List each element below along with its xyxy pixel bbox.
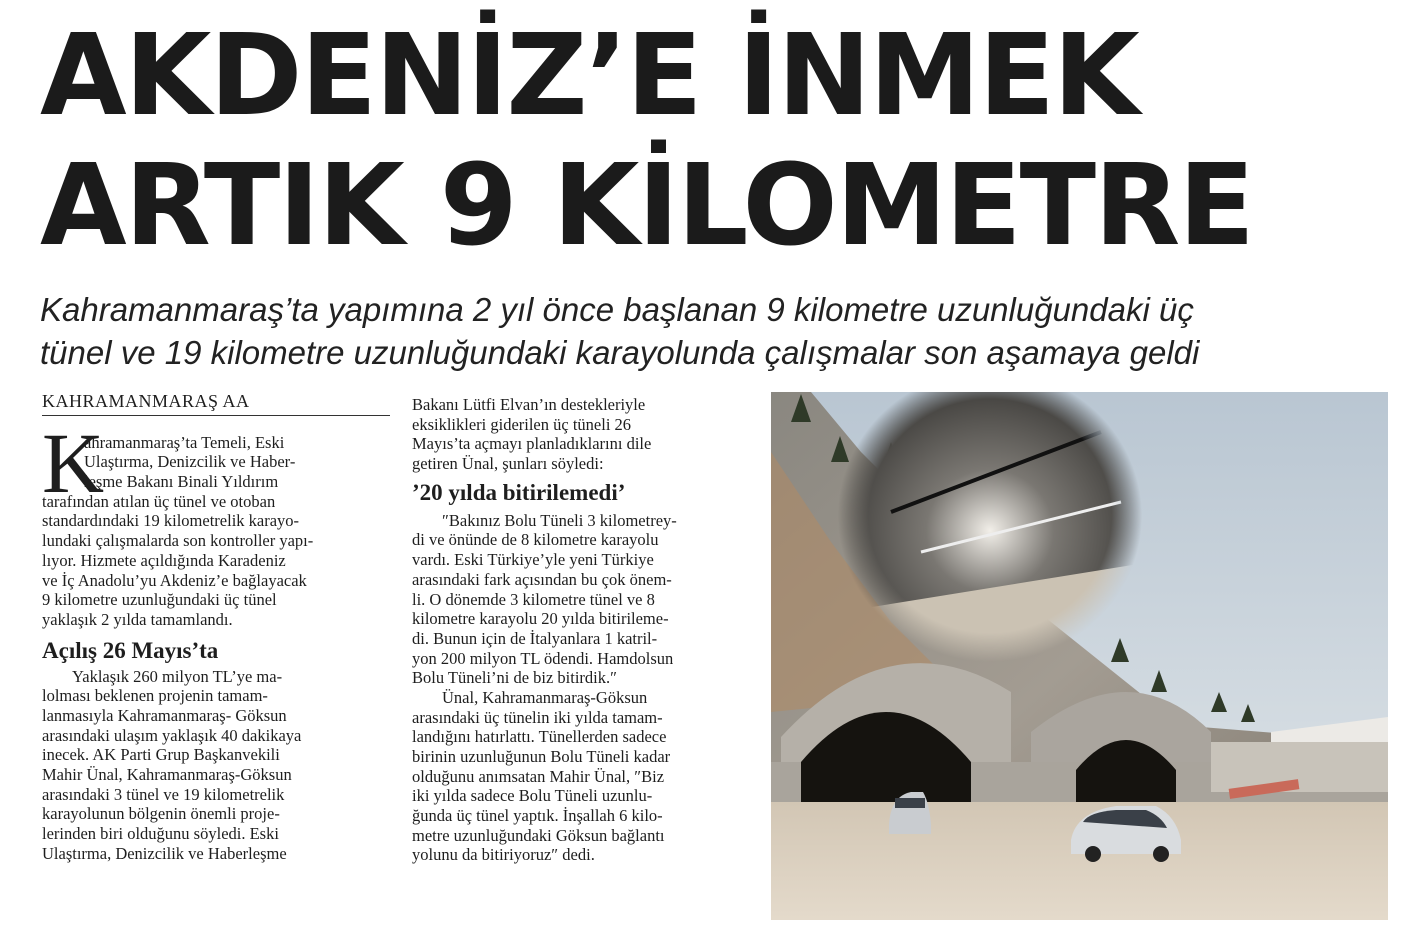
- text-line: di. Bunun için de İtalyanlara 1 katril-: [412, 628, 658, 648]
- intro-paragraph: [42, 414, 390, 630]
- byline: KAHRAMANMARAŞ AA: [42, 392, 390, 416]
- headline-line-2: ARTIK 9 KİLOMETRE: [40, 141, 1253, 271]
- text-line: ahramanmaraş’ta Temeli, Eski: [84, 432, 285, 452]
- text-line: lundaki çalışmalarda son kontroller yapı-: [42, 531, 314, 551]
- text-line: Bolu Tüneli’ni de biz bitirdik.″: [412, 668, 618, 688]
- continued-paragraph: [412, 395, 760, 474]
- car-grey: [889, 792, 931, 834]
- text-line: kilometre karayolu 20 yılda bitirileme-: [412, 609, 669, 629]
- text-line: yolunu da bitiriyoruz″ dedi.: [412, 845, 595, 865]
- drop-cap: K: [42, 414, 105, 511]
- article-column-1: [42, 392, 390, 863]
- text-line: Mayıs’ta açmayı planladıklarını dile: [412, 434, 652, 454]
- text-line: ve İç Anadolu’yu Akdeniz’e bağlayacak: [42, 570, 307, 590]
- text-line: leşme Bakanı Binali Yıldırım: [84, 472, 279, 492]
- subhead-20-years: ’20 yılda bitirilemedi’: [412, 479, 626, 505]
- subhead-opening: Açılış 26 Mayıs’ta: [42, 637, 219, 663]
- text-line: vardı. Eski Türkiye’yle yeni Türkiye: [412, 550, 654, 570]
- text-line: yaklaşık 2 yılda tamamlandı.: [42, 609, 233, 629]
- body-paragraph: [42, 667, 390, 864]
- tunnel-interior-inset: [831, 392, 1151, 672]
- text-line: Ünal, Kahramanmaraş-Göksun: [442, 687, 648, 707]
- tunnel-photo: [771, 392, 1388, 920]
- text-line: birinin uzunluğunun Bolu Tüneli kadar: [412, 747, 671, 766]
- text-line: ″Bakınız Bolu Tüneli 3 kilometrey-: [442, 510, 677, 530]
- text-line: di ve önünde de 8 kilometre karayolu: [412, 530, 659, 550]
- text-line: karayolunun bölgenin önemli proje-: [42, 804, 280, 824]
- text-line: lıyor. Hizmete açıldığında Karadeniz: [42, 550, 286, 570]
- headline-line-1: AKDENİZ’E İNMEK: [40, 11, 1138, 141]
- text-line: tarafından atılan üç tünel ve otoban: [42, 491, 276, 511]
- text-line: Mahir Ünal, Kahramanmaraş-Göksun: [42, 765, 292, 785]
- text-line: eksiklikleri giderilen üç tüneli 26: [412, 414, 632, 434]
- building: [1211, 742, 1388, 792]
- text-line: getiren Ünal, şunları söyledi:: [412, 454, 604, 474]
- text-line: Bakanı Lütfi Elvan’ın destekleriyle: [412, 395, 646, 414]
- text-line: li. O dönemde 3 kilometre tünel ve 8: [412, 589, 655, 609]
- text-line: Yaklaşık 260 milyon TL’ye ma-: [72, 666, 283, 686]
- tunnel-photo-illustration: [771, 392, 1388, 920]
- ground: [771, 802, 1388, 920]
- text-line: metre uzunluğundaki Göksun bağlantı: [412, 825, 665, 845]
- text-line: iki yılda sadece Bolu Tüneli uzunlu-: [412, 786, 653, 806]
- text-line: inecek. AK Parti Grup Başkanvekili: [42, 745, 280, 765]
- text-line: Ulaştırma, Denizcilik ve Haberleşme: [42, 843, 287, 863]
- text-line: lerinden biri olduğunu söyledi. Eski: [42, 824, 279, 844]
- text-line: Ulaştırma, Denizcilik ve Haber-: [84, 452, 296, 472]
- text-line: yon 200 milyon TL ödendi. Hamdolsun: [412, 648, 674, 668]
- text-line: standardındaki 19 kilometrelik karayo-: [42, 511, 300, 531]
- article-column-2: [412, 395, 760, 865]
- text-line: olduğunu anımsatan Mahir Ünal, ″Biz: [412, 766, 665, 786]
- text-line: ğunda üç tünel yaptık. İnşallah 6 kilo-: [412, 806, 663, 826]
- text-line: lolması beklenen projenin tamam-: [42, 686, 268, 706]
- text-line: arasındaki ulaşım yaklaşık 40 dakikaya: [42, 725, 302, 745]
- text-line: arasındaki fark açısından bu çok önem-: [412, 569, 672, 589]
- text-line: 9 kilometre uzunluğundaki üç tünel: [42, 590, 277, 610]
- quote-paragraph: [412, 511, 760, 688]
- text-line: arasındaki 3 tünel ve 19 kilometrelik: [42, 784, 285, 804]
- text-line: lanmasıyla Kahramanmaraş- Göksun: [42, 705, 287, 725]
- deck-line-2: tünel ve 19 kilometre uzunluğundaki karayolunda çalışmalar son aşamaya geldi: [40, 334, 1200, 371]
- deck-line-1: Kahramanmaraş’ta yapımına 2 yıl önce başlanan 9 kilometre uzunluğundaki üç: [40, 291, 1194, 328]
- text-line: landığını hatırlattı. Tünellerden sadece: [412, 727, 667, 747]
- text-line: arasındaki üç tünelin iki yılda tamam-: [412, 707, 663, 727]
- body-paragraph: [412, 688, 760, 865]
